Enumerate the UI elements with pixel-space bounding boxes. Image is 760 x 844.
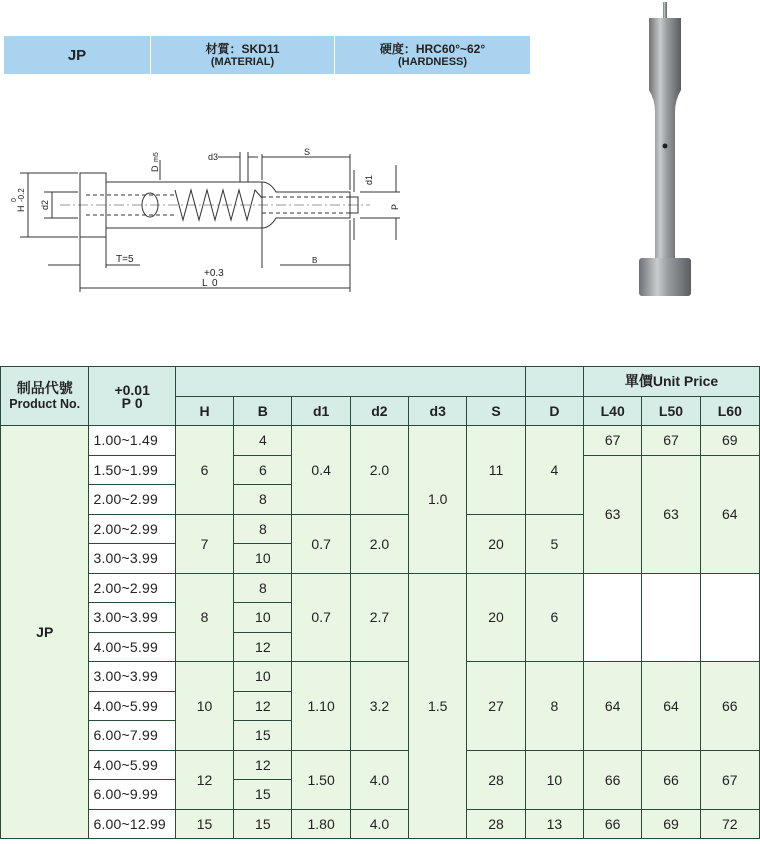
table-cell-d2: 4.0 xyxy=(350,809,408,839)
col-L40: L40 xyxy=(584,396,642,426)
table-cell-B: 15 xyxy=(234,721,292,751)
col-d1: d1 xyxy=(292,396,350,426)
hardness-header xyxy=(335,36,530,74)
table-cell-H: 6 xyxy=(175,426,233,515)
drawing-label-T: T=5 xyxy=(116,254,134,265)
table-cell-range: 3.00~3.99 xyxy=(89,544,175,574)
table-cell-range: 6.00~12.99 xyxy=(89,809,175,839)
col-L60: L60 xyxy=(700,396,759,426)
drawing-label-B: B xyxy=(312,256,318,265)
table-cell-B: 12 xyxy=(234,750,292,780)
drawing-label-H-tol-top: 0 xyxy=(11,198,18,202)
spec-header-band xyxy=(4,36,530,74)
table-cell-d2: 2.0 xyxy=(350,426,408,515)
table-cell-L40: 63 xyxy=(584,455,642,573)
table-cell-L60: 64 xyxy=(700,455,759,573)
spec-table xyxy=(0,366,760,839)
col-B: B xyxy=(234,396,292,426)
drawing-label-S: S xyxy=(304,147,311,157)
table-cell-d1: 1.80 xyxy=(292,809,350,839)
table-cell-D: 4 xyxy=(525,426,583,515)
col-S: S xyxy=(467,396,525,426)
table-cell-range: 3.00~3.99 xyxy=(89,603,175,633)
table-cell-range: 4.00~5.99 xyxy=(89,750,175,780)
p-tol-bot: 0 xyxy=(134,394,143,411)
p-tol-top: +0.01 xyxy=(114,381,150,398)
table-cell-d2: 3.2 xyxy=(350,662,408,751)
table-cell-B: 10 xyxy=(234,544,292,574)
drawing-label-D: D xyxy=(150,165,160,172)
table-cell-d2: 2.0 xyxy=(350,514,408,573)
table-cell-range: 6.00~7.99 xyxy=(89,721,175,751)
table-cell-S: 28 xyxy=(467,750,525,809)
d-group-header xyxy=(525,367,583,397)
table-cell-range: 4.00~5.99 xyxy=(89,632,175,662)
unit-price-header: 單價Unit Price xyxy=(584,367,760,397)
table-cell-H: 10 xyxy=(175,662,233,751)
product-code-cell: JP xyxy=(1,426,89,839)
hardness-label-en: (HARDNESS) xyxy=(397,55,468,68)
table-cell-d2: 4.0 xyxy=(350,750,408,809)
table-cell-d1: 1.50 xyxy=(292,750,350,809)
table-cell-range: 6.00~9.99 xyxy=(89,780,175,810)
drawing-label-d2: d2 xyxy=(40,199,50,210)
table-cell-d1: 1.10 xyxy=(292,662,350,751)
punch-photo xyxy=(625,0,705,300)
col-L50: L50 xyxy=(642,396,700,426)
table-cell-range: 2.00~2.99 xyxy=(89,573,175,603)
table-cell-L40: 67 xyxy=(584,426,642,456)
material-header xyxy=(151,36,335,74)
product-code-header: JP xyxy=(4,36,151,74)
table-cell-H: 15 xyxy=(175,809,233,839)
table-cell-d1: 0.7 xyxy=(292,573,350,662)
table-cell-d1: 0.4 xyxy=(292,426,350,515)
table-cell-D: 10 xyxy=(525,750,583,809)
col-d2: d2 xyxy=(350,396,408,426)
drawing-label-d1: d1 xyxy=(364,174,374,185)
table-cell-L50: 64 xyxy=(642,662,700,751)
table-cell-L50-empty xyxy=(642,573,700,662)
table-cell-S: 20 xyxy=(467,573,525,662)
table-cell-d3: 1.5 xyxy=(409,573,467,839)
table-cell-S: 28 xyxy=(467,809,525,839)
table-cell-B: 8 xyxy=(234,485,292,515)
table-cell-L40-empty xyxy=(584,573,642,662)
table-cell-B: 4 xyxy=(234,426,292,456)
table-cell-d2: 2.7 xyxy=(350,573,408,662)
table-cell-B: 10 xyxy=(234,603,292,633)
table-cell-range: 2.00~2.99 xyxy=(89,514,175,544)
material-label-en: (MATERIAL) xyxy=(210,55,275,68)
table-cell-d1: 0.7 xyxy=(292,514,350,573)
table-cell-B: 12 xyxy=(234,691,292,721)
table-cell-B: 8 xyxy=(234,514,292,544)
drawing-label-L-tol-bot: 0 xyxy=(212,278,218,289)
table-cell-L60: 66 xyxy=(700,662,759,751)
p-header xyxy=(89,367,175,426)
table-cell-B: 6 xyxy=(234,455,292,485)
technical-drawing xyxy=(0,140,420,300)
table-cell-L50: 66 xyxy=(642,750,700,809)
product-no-header xyxy=(1,367,89,426)
table-cell-D: 5 xyxy=(525,514,583,573)
table-cell-L60: 67 xyxy=(700,750,759,809)
table-cell-D: 8 xyxy=(525,662,583,751)
dims-group-header xyxy=(175,367,525,397)
table-cell-range: 1.50~1.99 xyxy=(89,455,175,485)
table-cell-B: 8 xyxy=(234,573,292,603)
drawing-label-H: H xyxy=(16,205,26,212)
product-no-label-zh: 制品代號 xyxy=(16,380,73,396)
table-cell-B: 12 xyxy=(234,632,292,662)
table-cell-L50: 63 xyxy=(642,455,700,573)
table-cell-D: 13 xyxy=(525,809,583,839)
table-cell-H: 7 xyxy=(175,514,233,573)
table-cell-L60: 69 xyxy=(700,426,759,456)
table-cell-S: 20 xyxy=(467,514,525,573)
col-D: D xyxy=(525,396,583,426)
table-cell-range: 1.00~1.49 xyxy=(89,426,175,456)
col-H: H xyxy=(175,396,233,426)
table-cell-B: 15 xyxy=(234,780,292,810)
table-cell-L60-empty xyxy=(700,573,759,662)
table-cell-d3: 1.0 xyxy=(409,426,467,574)
table-cell-S: 11 xyxy=(467,426,525,515)
product-no-label-en: Product No. xyxy=(9,397,81,411)
p-label: P xyxy=(121,394,131,411)
table-cell-range: 4.00~5.99 xyxy=(89,691,175,721)
drawing-label-H-tol-bot: -0.2 xyxy=(17,188,26,202)
drawing-label-d3: d3 xyxy=(208,152,219,162)
table-cell-S: 27 xyxy=(467,662,525,751)
drawing-label-L: L xyxy=(202,278,208,289)
table-cell-H: 8 xyxy=(175,573,233,662)
table-cell-B: 10 xyxy=(234,662,292,692)
table-cell-H: 12 xyxy=(175,750,233,809)
table-cell-range: 2.00~2.99 xyxy=(89,485,175,515)
drawing-label-m5: m5 xyxy=(153,152,160,162)
table-cell-L40: 66 xyxy=(584,809,642,839)
table-cell-L50: 69 xyxy=(642,809,700,839)
table-cell-L50: 67 xyxy=(642,426,700,456)
table-cell-range: 3.00~3.99 xyxy=(89,662,175,692)
material-label: 材質：SKD11 xyxy=(205,41,280,56)
drawing-label-P: P xyxy=(390,203,400,210)
hardness-label: 硬度：HRC60°~62° xyxy=(379,41,486,56)
drawing-label-L-tol-top: +0.3 xyxy=(204,268,224,279)
col-d3: d3 xyxy=(409,396,467,426)
table-cell-D: 6 xyxy=(525,573,583,662)
table-cell-B: 15 xyxy=(234,809,292,839)
table-cell-L40: 64 xyxy=(584,662,642,751)
table-cell-L60: 72 xyxy=(700,809,759,839)
table-cell-L40: 66 xyxy=(584,750,642,809)
